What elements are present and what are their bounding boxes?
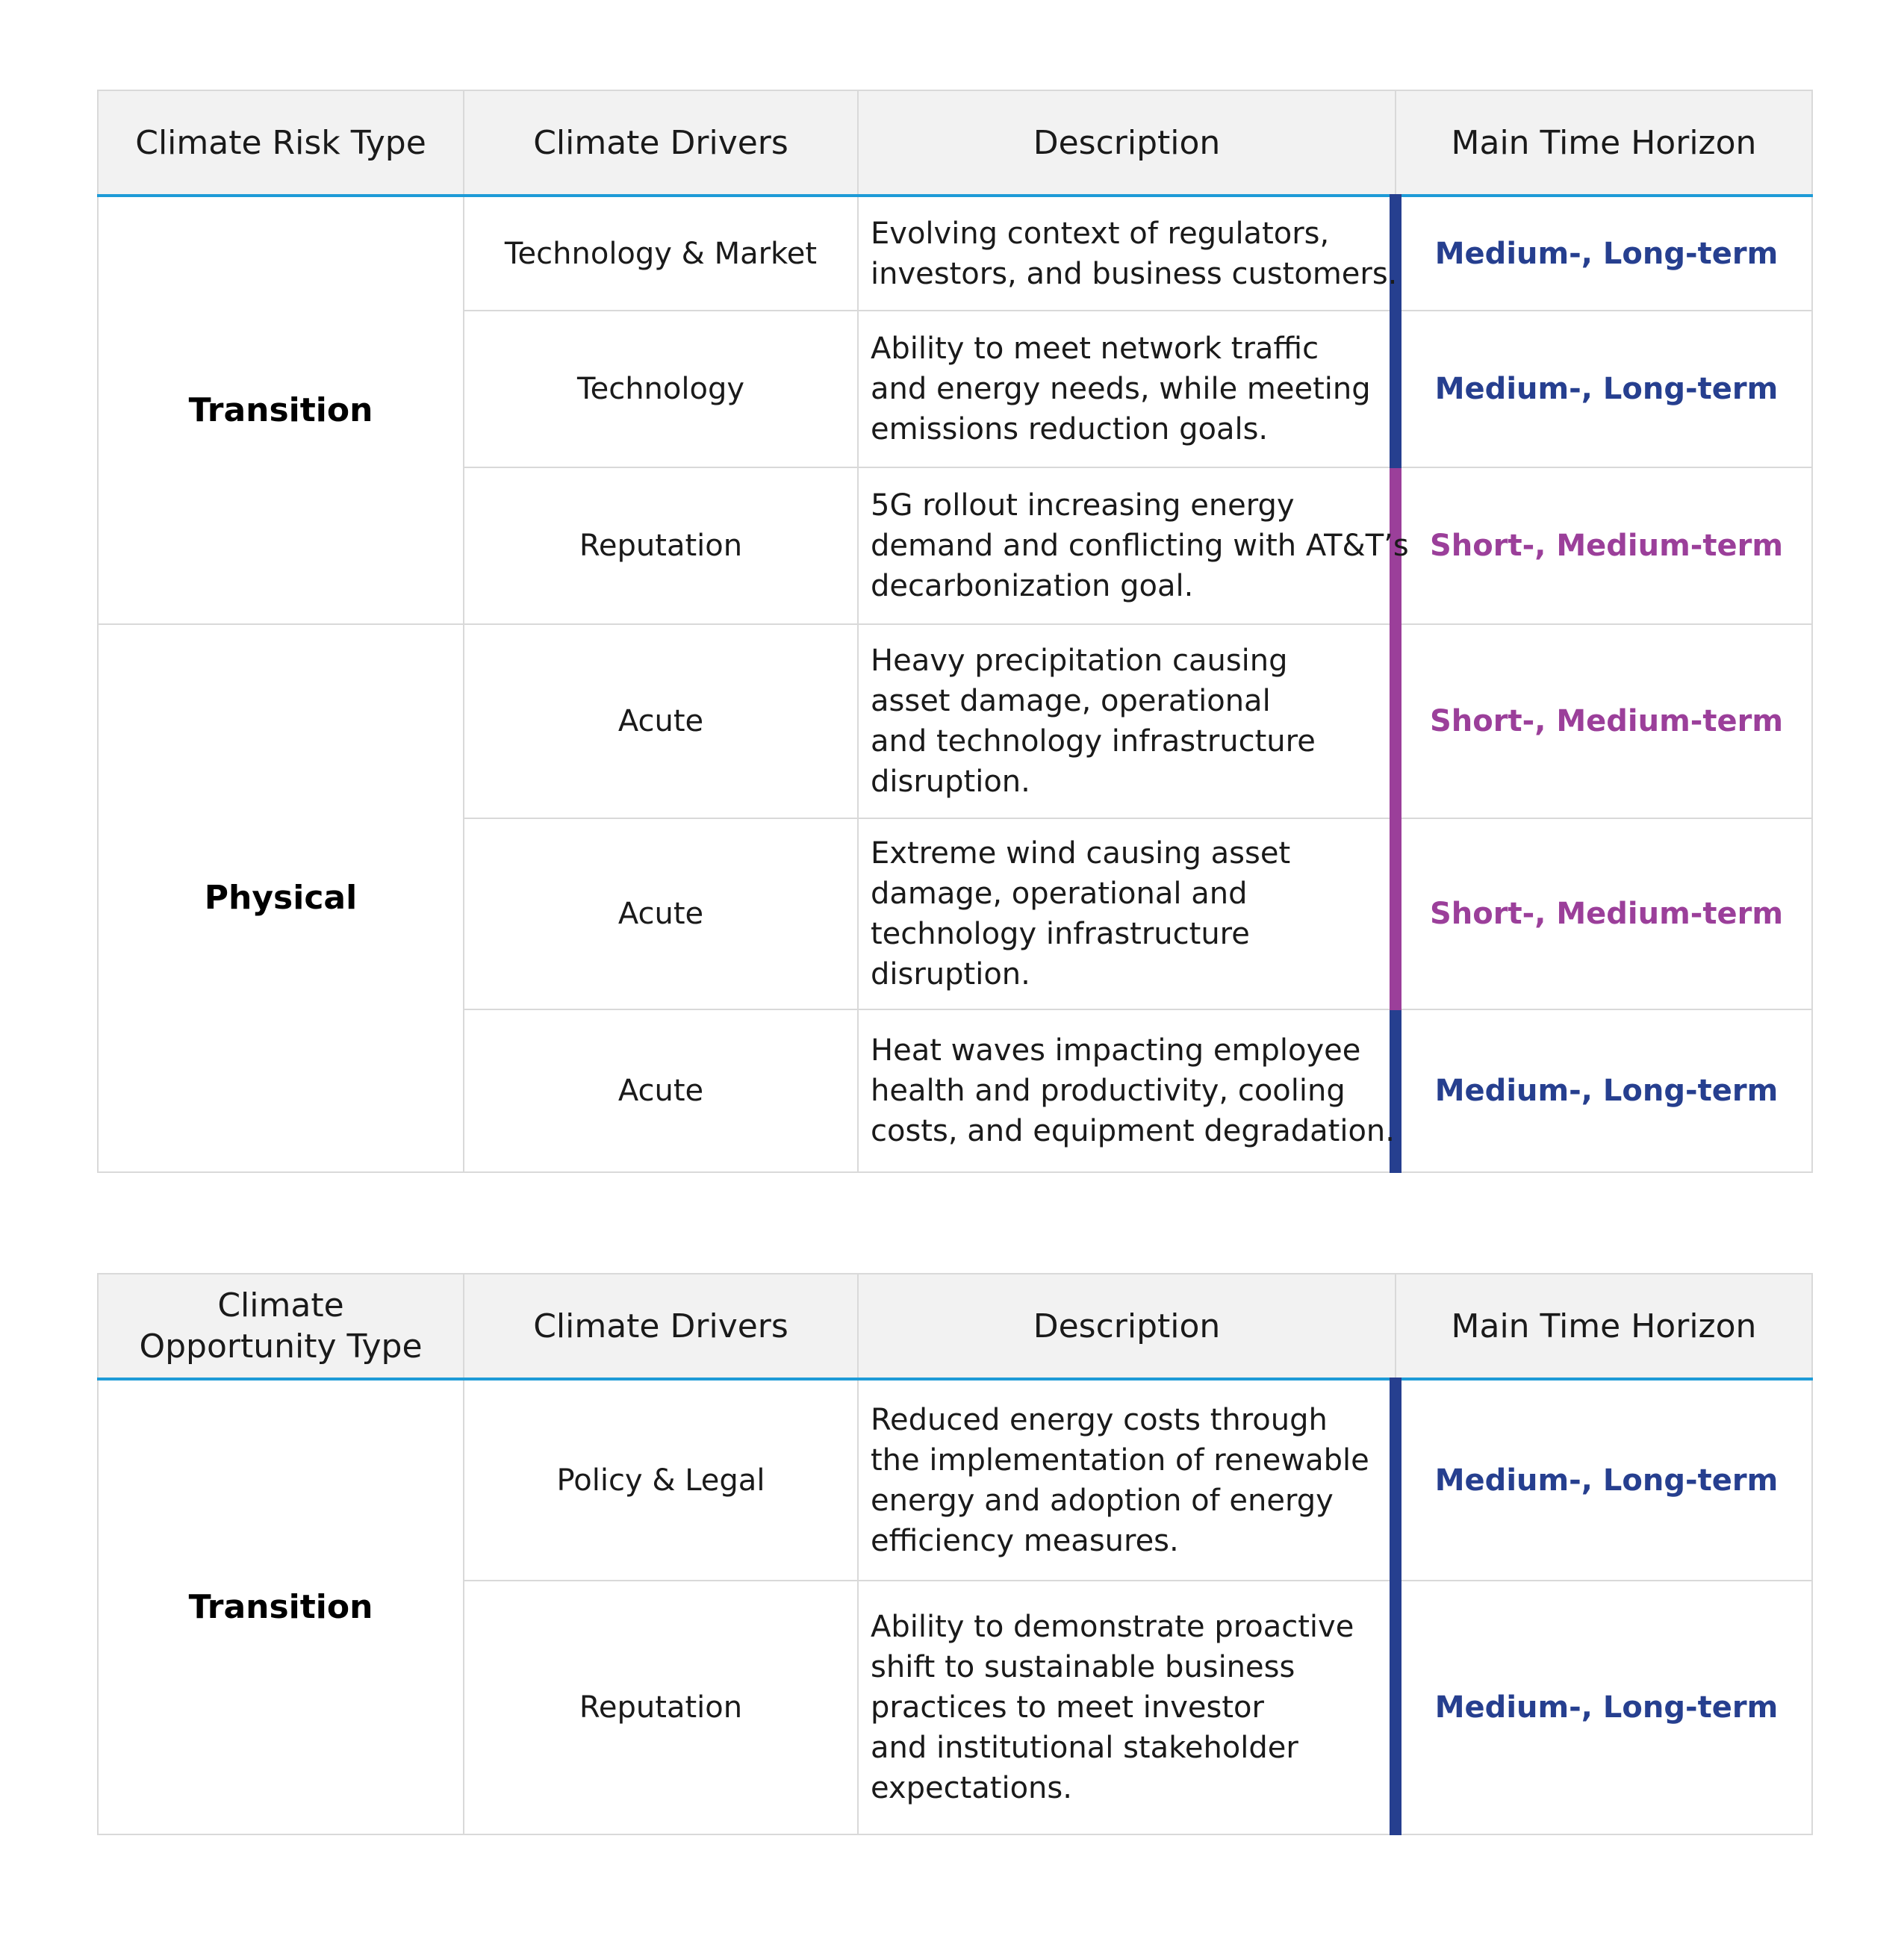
description-line: Evolving context of regulators,: [871, 216, 1330, 251]
description-cell: [858, 818, 1396, 1009]
description-cell: [858, 1009, 1396, 1172]
driver-cell: Acute: [464, 818, 858, 1009]
description-line: Ability to meet network traffic: [871, 331, 1319, 366]
driver-cell: Acute: [464, 1009, 858, 1172]
driver-cell: Technology & Market: [464, 196, 858, 311]
description-line: emissions reduction goals.: [871, 412, 1269, 446]
horizon-cell: Medium-, Long-term: [1396, 1379, 1812, 1581]
description-cell: [858, 311, 1396, 467]
driver-cell: Policy & Legal: [464, 1379, 858, 1581]
table-row: [98, 1379, 1812, 1581]
header-climate-drivers: Climate Drivers: [464, 90, 858, 196]
header-climate-opportunity-type: [98, 1274, 464, 1379]
horizon-cell: Medium-, Long-term: [1396, 1581, 1812, 1834]
description-line: Reduced energy costs through: [871, 1402, 1328, 1437]
description-line: disruption.: [871, 957, 1030, 992]
header-description: Description: [858, 90, 1396, 196]
header-main-time-horizon: Main Time Horizon: [1396, 90, 1812, 196]
description-line: asset damage, operational: [871, 684, 1271, 718]
driver-cell: Technology: [464, 311, 858, 467]
description-line: and technology infrastructure: [871, 724, 1316, 759]
description-line: and energy needs, while meeting: [871, 372, 1371, 406]
description-cell: [858, 196, 1396, 311]
description-line: disruption.: [871, 765, 1030, 799]
description-line: efficiency measures.: [871, 1523, 1179, 1558]
driver-cell: Acute: [464, 624, 858, 818]
horizon-cell: Short-, Medium-term: [1396, 624, 1812, 818]
table-row: [98, 624, 1812, 818]
horizon-cell: Medium-, Long-term: [1396, 311, 1812, 467]
risk-type-physical: Physical: [98, 624, 464, 1172]
risk-table-header: [98, 90, 1812, 196]
climate-risk-table: [97, 90, 1813, 1173]
opportunity-table-header: [98, 1274, 1812, 1379]
description-line: expectations.: [871, 1771, 1072, 1805]
opportunity-type-transition: Transition: [98, 1379, 464, 1834]
header-description: Description: [858, 1274, 1396, 1379]
description-cell: [858, 1379, 1396, 1581]
risk-type-transition: Transition: [98, 196, 464, 624]
description-line: decarbonization goal.: [871, 569, 1194, 603]
driver-cell: Reputation: [464, 467, 858, 624]
header-climate-drivers: Climate Drivers: [464, 1274, 858, 1379]
description-line: investors, and business customers.: [871, 256, 1398, 291]
description-cell: [858, 1581, 1396, 1834]
horizon-cell: Short-, Medium-term: [1396, 818, 1812, 1009]
header-climate-risk-type: Climate Risk Type: [98, 90, 464, 196]
description-cell: [858, 467, 1409, 624]
description-line: health and productivity, cooling: [871, 1074, 1345, 1108]
description-line: energy and adoption of energy: [871, 1483, 1334, 1518]
climate-opportunity-table: [97, 1273, 1813, 1835]
horizon-cell: Medium-, Long-term: [1396, 196, 1812, 311]
description-line: Heavy precipitation causing: [871, 644, 1288, 678]
description-line: Extreme wind causing asset: [871, 836, 1291, 871]
description-line: Heat waves impacting employee: [871, 1033, 1361, 1068]
horizon-cell: Medium-, Long-term: [1396, 1009, 1812, 1172]
driver-cell: Reputation: [464, 1581, 858, 1834]
description-line: and institutional stakeholder: [871, 1731, 1298, 1765]
description-line: shift to sustainable business: [871, 1650, 1295, 1684]
description-line: demand and conflicting with AT&T’s: [871, 529, 1409, 563]
header-main-time-horizon: Main Time Horizon: [1396, 1274, 1812, 1379]
description-line: Ability to demonstrate proactive: [871, 1610, 1354, 1644]
header-line: Opportunity Type: [139, 1327, 423, 1366]
description-line: damage, operational and: [871, 877, 1248, 911]
description-line: costs, and equipment degradation.: [871, 1114, 1395, 1148]
description-line: 5G rollout increasing energy: [871, 488, 1295, 523]
description-line: the implementation of renewable: [871, 1442, 1369, 1478]
header-line: Climate: [217, 1286, 344, 1325]
horizon-cell: Short-, Medium-term: [1396, 467, 1812, 624]
table-row: [98, 196, 1812, 311]
description-line: practices to meet investor: [871, 1690, 1264, 1725]
description-line: technology infrastructure: [871, 917, 1250, 951]
description-cell: [858, 624, 1396, 818]
